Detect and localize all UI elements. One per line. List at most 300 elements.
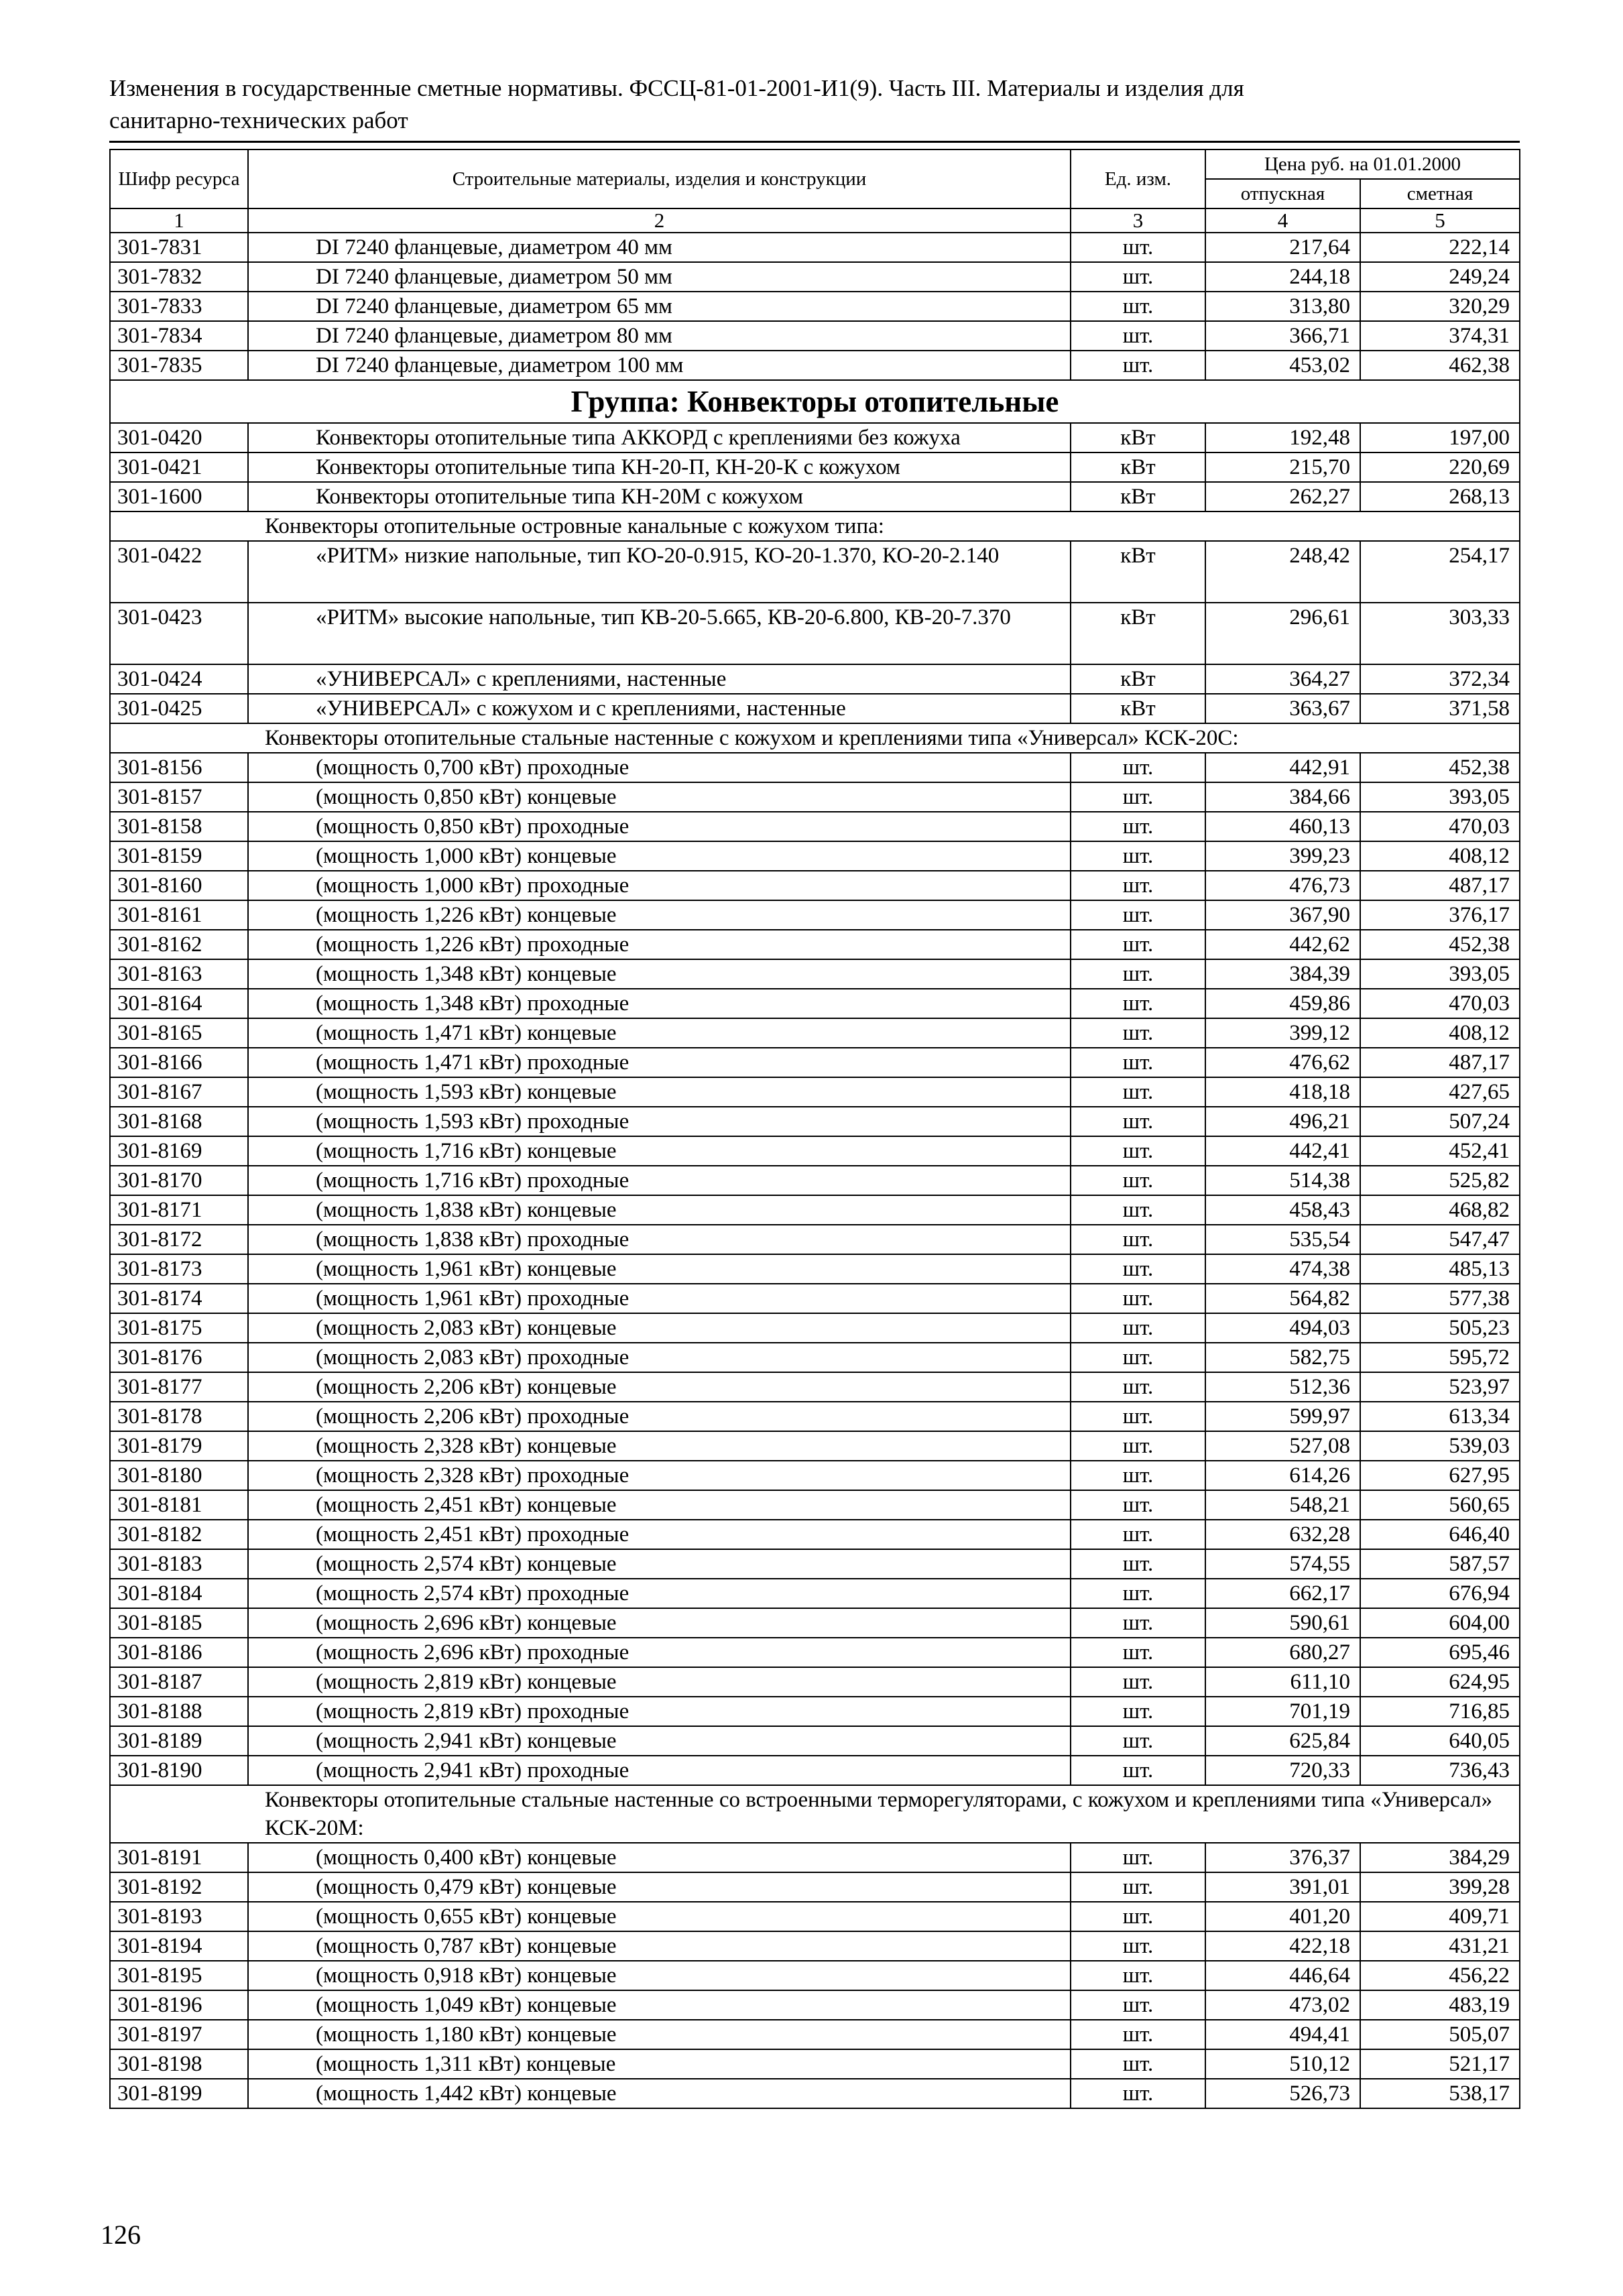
table-row [110, 1549, 1520, 1579]
subgroup-title-row [110, 1785, 1520, 1843]
release-price-cell: 614,26 [1205, 1461, 1360, 1490]
unit-cell: кВт [1071, 423, 1205, 452]
resource-code-cell: 301-0424 [110, 664, 248, 694]
material-name-cell: (мощность 0,479 кВт) концевые [248, 1872, 1071, 1902]
unit-cell: шт. [1071, 1667, 1205, 1697]
material-name-cell: (мощность 0,918 кВт) концевые [248, 1961, 1071, 1990]
unit-cell: шт. [1071, 1756, 1205, 1785]
release-price-cell: 582,75 [1205, 1343, 1360, 1372]
resource-code-cell: 301-7834 [110, 321, 248, 351]
resource-code-cell: 301-8173 [110, 1254, 248, 1284]
estimate-price-cell: 220,69 [1360, 452, 1520, 482]
resource-code-cell: 301-8169 [110, 1136, 248, 1166]
unit-cell: шт. [1071, 1843, 1205, 1872]
unit-cell: шт. [1071, 1549, 1205, 1579]
header-code: Шифр ресурса [110, 149, 248, 208]
table-row [110, 959, 1520, 989]
table-row [110, 1225, 1520, 1254]
material-name-cell: «РИТМ» низкие напольные, тип КО-20-0.915, КО-20-1.370, КО-20-2.140 [248, 541, 1071, 603]
table-row [110, 1990, 1520, 2020]
release-price-cell: 494,03 [1205, 1313, 1360, 1343]
table-row [110, 841, 1520, 871]
material-name-cell: (мощность 0,655 кВт) концевые [248, 1902, 1071, 1931]
header-line-1: Изменения в государственные сметные нормативы. ФССЦ-81-01-2001-И1(9). Часть III. Материалы и изделия для [109, 75, 1244, 101]
material-name-cell: (мощность 0,700 кВт) проходные [248, 753, 1071, 782]
unit-cell: шт. [1071, 1166, 1205, 1195]
column-number: 2 [248, 208, 1071, 233]
table-row [110, 1431, 1520, 1461]
resource-code-cell: 301-8199 [110, 2079, 248, 2108]
resource-code-cell: 301-8183 [110, 1549, 248, 1579]
material-name-cell: (мощность 2,206 кВт) проходные [248, 1402, 1071, 1431]
release-price-cell: 599,97 [1205, 1402, 1360, 1431]
unit-cell: шт. [1071, 1726, 1205, 1756]
resource-code-cell: 301-8182 [110, 1520, 248, 1549]
table-row [110, 694, 1520, 723]
material-name-cell: (мощность 0,850 кВт) проходные [248, 812, 1071, 841]
material-name-cell: (мощность 1,000 кВт) проходные [248, 871, 1071, 900]
release-price-cell: 526,73 [1205, 2079, 1360, 2108]
release-price-cell: 527,08 [1205, 1431, 1360, 1461]
resource-code-cell: 301-8180 [110, 1461, 248, 1490]
resource-code-cell: 301-8171 [110, 1195, 248, 1225]
table-row [110, 812, 1520, 841]
material-name-cell: «УНИВЕРСАЛ» с кожухом и с креплениями, настенные [248, 694, 1071, 723]
resource-code-cell: 301-8170 [110, 1166, 248, 1195]
estimate-price-cell: 393,05 [1360, 959, 1520, 989]
table-row [110, 1372, 1520, 1402]
page-header [109, 72, 1517, 137]
unit-cell: шт. [1071, 1077, 1205, 1107]
material-name-cell: (мощность 1,348 кВт) проходные [248, 989, 1071, 1018]
estimate-price-cell: 505,23 [1360, 1313, 1520, 1343]
release-price-cell: 296,61 [1205, 603, 1360, 664]
table-row [110, 664, 1520, 694]
resource-code-cell: 301-8181 [110, 1490, 248, 1520]
estimate-price-cell: 539,03 [1360, 1431, 1520, 1461]
estimate-price-cell: 320,29 [1360, 292, 1520, 321]
release-price-cell: 399,23 [1205, 841, 1360, 871]
column-number: 3 [1071, 208, 1205, 233]
release-price-cell: 217,64 [1205, 233, 1360, 262]
material-name-cell: (мощность 1,311 кВт) концевые [248, 2049, 1071, 2079]
subgroup-title: Конвекторы отопительные островные канальные с кожухом типа: [110, 511, 1520, 541]
release-price-cell: 248,42 [1205, 541, 1360, 603]
table-row [110, 541, 1520, 603]
column-number: 4 [1205, 208, 1360, 233]
table-row [110, 1520, 1520, 1549]
unit-cell: шт. [1071, 1608, 1205, 1638]
release-price-cell: 473,02 [1205, 1990, 1360, 2020]
unit-cell: шт. [1071, 812, 1205, 841]
resource-code-cell: 301-8186 [110, 1638, 248, 1667]
price-table [109, 149, 1520, 2109]
material-name-cell: (мощность 1,471 кВт) проходные [248, 1048, 1071, 1077]
unit-cell: шт. [1071, 1902, 1205, 1931]
resource-code-cell: 301-8159 [110, 841, 248, 871]
subgroup-title: Конвекторы отопительные стальные настенные со встроенными терморегуляторами, с кожухом и креплениями типа «Универсал» КСК-20М: [110, 1785, 1520, 1843]
table-row [110, 1461, 1520, 1490]
resource-code-cell: 301-0421 [110, 452, 248, 482]
release-price-cell: 384,39 [1205, 959, 1360, 989]
group-title-row [110, 380, 1520, 423]
header-estimate-price: сметная [1360, 179, 1520, 208]
unit-cell: шт. [1071, 292, 1205, 321]
table-row [110, 1902, 1520, 1931]
release-price-cell: 458,43 [1205, 1195, 1360, 1225]
estimate-price-cell: 627,95 [1360, 1461, 1520, 1490]
unit-cell: шт. [1071, 1254, 1205, 1284]
table-row [110, 2020, 1520, 2049]
material-name-cell: (мощность 1,961 кВт) концевые [248, 1254, 1071, 1284]
table-row [110, 262, 1520, 292]
material-name-cell: Конвекторы отопительные типа КН-20-П, КН-20-К с кожухом [248, 452, 1071, 482]
release-price-cell: 720,33 [1205, 1756, 1360, 1785]
resource-code-cell: 301-8178 [110, 1402, 248, 1431]
material-name-cell: DI 7240 фланцевые, диаметром 40 мм [248, 233, 1071, 262]
unit-cell: кВт [1071, 664, 1205, 694]
estimate-price-cell: 303,33 [1360, 603, 1520, 664]
material-name-cell: (мощность 2,696 кВт) проходные [248, 1638, 1071, 1667]
table-row [110, 1077, 1520, 1107]
material-name-cell: (мощность 2,696 кВт) концевые [248, 1608, 1071, 1638]
release-price-cell: 510,12 [1205, 2049, 1360, 2079]
release-price-cell: 460,13 [1205, 812, 1360, 841]
material-name-cell: (мощность 1,716 кВт) проходные [248, 1166, 1071, 1195]
unit-cell: шт. [1071, 1372, 1205, 1402]
table-row [110, 1313, 1520, 1343]
estimate-price-cell: 452,38 [1360, 753, 1520, 782]
estimate-price-cell: 222,14 [1360, 233, 1520, 262]
table-row [110, 603, 1520, 664]
estimate-price-cell: 376,17 [1360, 900, 1520, 930]
resource-code-cell: 301-0425 [110, 694, 248, 723]
material-name-cell: (мощность 1,049 кВт) концевые [248, 1990, 1071, 2020]
resource-code-cell: 301-7835 [110, 351, 248, 380]
table-row [110, 1402, 1520, 1431]
estimate-price-cell: 604,00 [1360, 1608, 1520, 1638]
unit-cell: шт. [1071, 321, 1205, 351]
estimate-price-cell: 736,43 [1360, 1756, 1520, 1785]
header-release-price: отпускная [1205, 179, 1360, 208]
estimate-price-cell: 676,94 [1360, 1579, 1520, 1608]
resource-code-cell: 301-8196 [110, 1990, 248, 2020]
table-row [110, 1872, 1520, 1902]
unit-cell: шт. [1071, 1961, 1205, 1990]
unit-cell: шт. [1071, 1872, 1205, 1902]
material-name-cell: Конвекторы отопительные типа КН-20М с кожухом [248, 482, 1071, 511]
header-rule [109, 141, 1520, 143]
material-name-cell: (мощность 1,226 кВт) проходные [248, 930, 1071, 959]
release-price-cell: 548,21 [1205, 1490, 1360, 1520]
resource-code-cell: 301-8179 [110, 1431, 248, 1461]
estimate-price-cell: 716,85 [1360, 1697, 1520, 1726]
estimate-price-cell: 560,65 [1360, 1490, 1520, 1520]
unit-cell: шт. [1071, 1990, 1205, 2020]
subgroup-title-row [110, 723, 1520, 753]
table-row [110, 1048, 1520, 1077]
table-row [110, 1343, 1520, 1372]
unit-cell: шт. [1071, 262, 1205, 292]
estimate-price-cell: 452,41 [1360, 1136, 1520, 1166]
unit-cell: шт. [1071, 1048, 1205, 1077]
estimate-price-cell: 268,13 [1360, 482, 1520, 511]
table-row [110, 1638, 1520, 1667]
release-price-cell: 680,27 [1205, 1638, 1360, 1667]
release-price-cell: 442,91 [1205, 753, 1360, 782]
release-price-cell: 399,12 [1205, 1018, 1360, 1048]
release-price-cell: 590,61 [1205, 1608, 1360, 1638]
resource-code-cell: 301-8160 [110, 871, 248, 900]
estimate-price-cell: 525,82 [1360, 1166, 1520, 1195]
unit-cell: кВт [1071, 694, 1205, 723]
release-price-cell: 474,38 [1205, 1254, 1360, 1284]
estimate-price-cell: 624,95 [1360, 1667, 1520, 1697]
resource-code-cell: 301-8192 [110, 1872, 248, 1902]
material-name-cell: (мощность 0,400 кВт) концевые [248, 1843, 1071, 1872]
table-row [110, 900, 1520, 930]
table-row [110, 1018, 1520, 1048]
material-name-cell: (мощность 1,716 кВт) концевые [248, 1136, 1071, 1166]
table-row [110, 1136, 1520, 1166]
release-price-cell: 574,55 [1205, 1549, 1360, 1579]
table-row [110, 2049, 1520, 2079]
material-name-cell: (мощность 2,206 кВт) концевые [248, 1372, 1071, 1402]
material-name-cell: DI 7240 фланцевые, диаметром 50 мм [248, 262, 1071, 292]
release-price-cell: 391,01 [1205, 1872, 1360, 1902]
resource-code-cell: 301-8189 [110, 1726, 248, 1756]
resource-code-cell: 301-8193 [110, 1902, 248, 1931]
unit-cell: шт. [1071, 1490, 1205, 1520]
unit-cell: кВт [1071, 452, 1205, 482]
resource-code-cell: 301-8156 [110, 753, 248, 782]
material-name-cell: «РИТМ» высокие напольные, тип КВ-20-5.665, КВ-20-6.800, КВ-20-7.370 [248, 603, 1071, 664]
resource-code-cell: 301-8188 [110, 1697, 248, 1726]
material-name-cell: (мощность 2,819 кВт) проходные [248, 1697, 1071, 1726]
material-name-cell: (мощность 1,442 кВт) концевые [248, 2079, 1071, 2108]
estimate-price-cell: 613,34 [1360, 1402, 1520, 1431]
column-number: 1 [110, 208, 248, 233]
material-name-cell: (мощность 1,838 кВт) проходные [248, 1225, 1071, 1254]
unit-cell: шт. [1071, 900, 1205, 930]
unit-cell: кВт [1071, 603, 1205, 664]
estimate-price-cell: 456,22 [1360, 1961, 1520, 1990]
estimate-price-cell: 254,17 [1360, 541, 1520, 603]
resource-code-cell: 301-8161 [110, 900, 248, 930]
estimate-price-cell: 374,31 [1360, 321, 1520, 351]
release-price-cell: 401,20 [1205, 1902, 1360, 1931]
material-name-cell: (мощность 2,574 кВт) концевые [248, 1549, 1071, 1579]
resource-code-cell: 301-7833 [110, 292, 248, 321]
material-name-cell: (мощность 1,226 кВт) концевые [248, 900, 1071, 930]
unit-cell: шт. [1071, 1313, 1205, 1343]
unit-cell: кВт [1071, 541, 1205, 603]
release-price-cell: 215,70 [1205, 452, 1360, 482]
estimate-price-cell: 507,24 [1360, 1107, 1520, 1136]
release-price-cell: 514,38 [1205, 1166, 1360, 1195]
table-row [110, 423, 1520, 452]
resource-code-cell: 301-7831 [110, 233, 248, 262]
release-price-cell: 442,41 [1205, 1136, 1360, 1166]
material-name-cell: (мощность 2,941 кВт) проходные [248, 1756, 1071, 1785]
release-price-cell: 564,82 [1205, 1284, 1360, 1313]
unit-cell: шт. [1071, 841, 1205, 871]
estimate-price-cell: 371,58 [1360, 694, 1520, 723]
resource-code-cell: 301-0423 [110, 603, 248, 664]
estimate-price-cell: 462,38 [1360, 351, 1520, 380]
material-name-cell: DI 7240 фланцевые, диаметром 80 мм [248, 321, 1071, 351]
release-price-cell: 192,48 [1205, 423, 1360, 452]
release-price-cell: 625,84 [1205, 1726, 1360, 1756]
table-row [110, 753, 1520, 782]
table-row [110, 2079, 1520, 2108]
table-row [110, 1579, 1520, 1608]
unit-cell: шт. [1071, 930, 1205, 959]
release-price-cell: 376,37 [1205, 1843, 1360, 1872]
material-name-cell: (мощность 0,850 кВт) концевые [248, 782, 1071, 812]
unit-cell: шт. [1071, 233, 1205, 262]
resource-code-cell: 301-8190 [110, 1756, 248, 1785]
estimate-price-cell: 646,40 [1360, 1520, 1520, 1549]
material-name-cell: (мощность 1,593 кВт) концевые [248, 1077, 1071, 1107]
table-row [110, 1697, 1520, 1726]
estimate-price-cell: 384,29 [1360, 1843, 1520, 1872]
unit-cell: шт. [1071, 989, 1205, 1018]
estimate-price-cell: 487,17 [1360, 871, 1520, 900]
material-name-cell: (мощность 2,328 кВт) концевые [248, 1431, 1071, 1461]
resource-code-cell: 301-8195 [110, 1961, 248, 1990]
material-name-cell: DI 7240 фланцевые, диаметром 100 мм [248, 351, 1071, 380]
column-number: 5 [1360, 208, 1520, 233]
release-price-cell: 446,64 [1205, 1961, 1360, 1990]
resource-code-cell: 301-8163 [110, 959, 248, 989]
unit-cell: шт. [1071, 782, 1205, 812]
resource-code-cell: 301-8172 [110, 1225, 248, 1254]
table-row [110, 233, 1520, 262]
release-price-cell: 363,67 [1205, 694, 1360, 723]
resource-code-cell: 301-8176 [110, 1343, 248, 1372]
unit-cell: шт. [1071, 2079, 1205, 2108]
estimate-price-cell: 249,24 [1360, 262, 1520, 292]
group-title: Группа: Конвекторы отопительные [110, 380, 1520, 423]
unit-cell: шт. [1071, 753, 1205, 782]
column-number-row [110, 208, 1520, 233]
table-row [110, 1726, 1520, 1756]
table-row [110, 1843, 1520, 1872]
unit-cell: шт. [1071, 1697, 1205, 1726]
resource-code-cell: 301-8162 [110, 930, 248, 959]
resource-code-cell: 301-8164 [110, 989, 248, 1018]
unit-cell: шт. [1071, 1431, 1205, 1461]
release-price-cell: 422,18 [1205, 1931, 1360, 1961]
estimate-price-cell: 393,05 [1360, 782, 1520, 812]
material-name-cell: (мощность 2,328 кВт) проходные [248, 1461, 1071, 1490]
unit-cell: шт. [1071, 1579, 1205, 1608]
table-row [110, 1254, 1520, 1284]
unit-cell: шт. [1071, 1018, 1205, 1048]
release-price-cell: 442,62 [1205, 930, 1360, 959]
release-price-cell: 662,17 [1205, 1579, 1360, 1608]
unit-cell: шт. [1071, 1136, 1205, 1166]
table-row [110, 351, 1520, 380]
table-row [110, 452, 1520, 482]
material-name-cell: (мощность 2,083 кВт) проходные [248, 1343, 1071, 1372]
unit-cell: шт. [1071, 2020, 1205, 2049]
release-price-cell: 367,90 [1205, 900, 1360, 930]
table-row [110, 871, 1520, 900]
resource-code-cell: 301-8197 [110, 2020, 248, 2049]
material-name-cell: (мощность 2,819 кВт) концевые [248, 1667, 1071, 1697]
release-price-cell: 535,54 [1205, 1225, 1360, 1254]
resource-code-cell: 301-8168 [110, 1107, 248, 1136]
estimate-price-cell: 487,17 [1360, 1048, 1520, 1077]
release-price-cell: 244,18 [1205, 262, 1360, 292]
unit-cell: шт. [1071, 1520, 1205, 1549]
resource-code-cell: 301-8157 [110, 782, 248, 812]
resource-code-cell: 301-8166 [110, 1048, 248, 1077]
resource-code-cell: 301-8167 [110, 1077, 248, 1107]
estimate-price-cell: 587,57 [1360, 1549, 1520, 1579]
unit-cell: шт. [1071, 1343, 1205, 1372]
estimate-price-cell: 431,21 [1360, 1931, 1520, 1961]
table-row [110, 782, 1520, 812]
estimate-price-cell: 538,17 [1360, 2079, 1520, 2108]
estimate-price-cell: 372,34 [1360, 664, 1520, 694]
estimate-price-cell: 523,97 [1360, 1372, 1520, 1402]
unit-cell: шт. [1071, 2049, 1205, 2079]
resource-code-cell: 301-8158 [110, 812, 248, 841]
release-price-cell: 701,19 [1205, 1697, 1360, 1726]
table-row [110, 1107, 1520, 1136]
table-row [110, 1608, 1520, 1638]
resource-code-cell: 301-8191 [110, 1843, 248, 1872]
release-price-cell: 453,02 [1205, 351, 1360, 380]
price-table-body [110, 149, 1520, 2108]
header-line-2: санитарно-технических работ [109, 107, 408, 133]
estimate-price-cell: 640,05 [1360, 1726, 1520, 1756]
subgroup-title-row [110, 511, 1520, 541]
estimate-price-cell: 521,17 [1360, 2049, 1520, 2079]
unit-cell: шт. [1071, 1107, 1205, 1136]
resource-code-cell: 301-8187 [110, 1667, 248, 1697]
page-number: 126 [101, 2220, 141, 2250]
unit-cell: шт. [1071, 1638, 1205, 1667]
unit-cell: шт. [1071, 871, 1205, 900]
unit-cell: шт. [1071, 1195, 1205, 1225]
estimate-price-cell: 197,00 [1360, 423, 1520, 452]
release-price-cell: 313,80 [1205, 292, 1360, 321]
estimate-price-cell: 399,28 [1360, 1872, 1520, 1902]
table-row [110, 1931, 1520, 1961]
material-name-cell: (мощность 0,787 кВт) концевые [248, 1931, 1071, 1961]
material-name-cell: (мощность 1,348 кВт) концевые [248, 959, 1071, 989]
estimate-price-cell: 505,07 [1360, 2020, 1520, 2049]
resource-code-cell: 301-8198 [110, 2049, 248, 2079]
table-row [110, 1195, 1520, 1225]
resource-code-cell: 301-8194 [110, 1931, 248, 1961]
estimate-price-cell: 427,65 [1360, 1077, 1520, 1107]
estimate-price-cell: 547,47 [1360, 1225, 1520, 1254]
material-name-cell: (мощность 1,961 кВт) проходные [248, 1284, 1071, 1313]
release-price-cell: 494,41 [1205, 2020, 1360, 2049]
release-price-cell: 418,18 [1205, 1077, 1360, 1107]
resource-code-cell: 301-8185 [110, 1608, 248, 1638]
table-row [110, 292, 1520, 321]
header-name: Строительные материалы, изделия и конструкции [248, 149, 1071, 208]
estimate-price-cell: 485,13 [1360, 1254, 1520, 1284]
estimate-price-cell: 483,19 [1360, 1990, 1520, 2020]
release-price-cell: 364,27 [1205, 664, 1360, 694]
